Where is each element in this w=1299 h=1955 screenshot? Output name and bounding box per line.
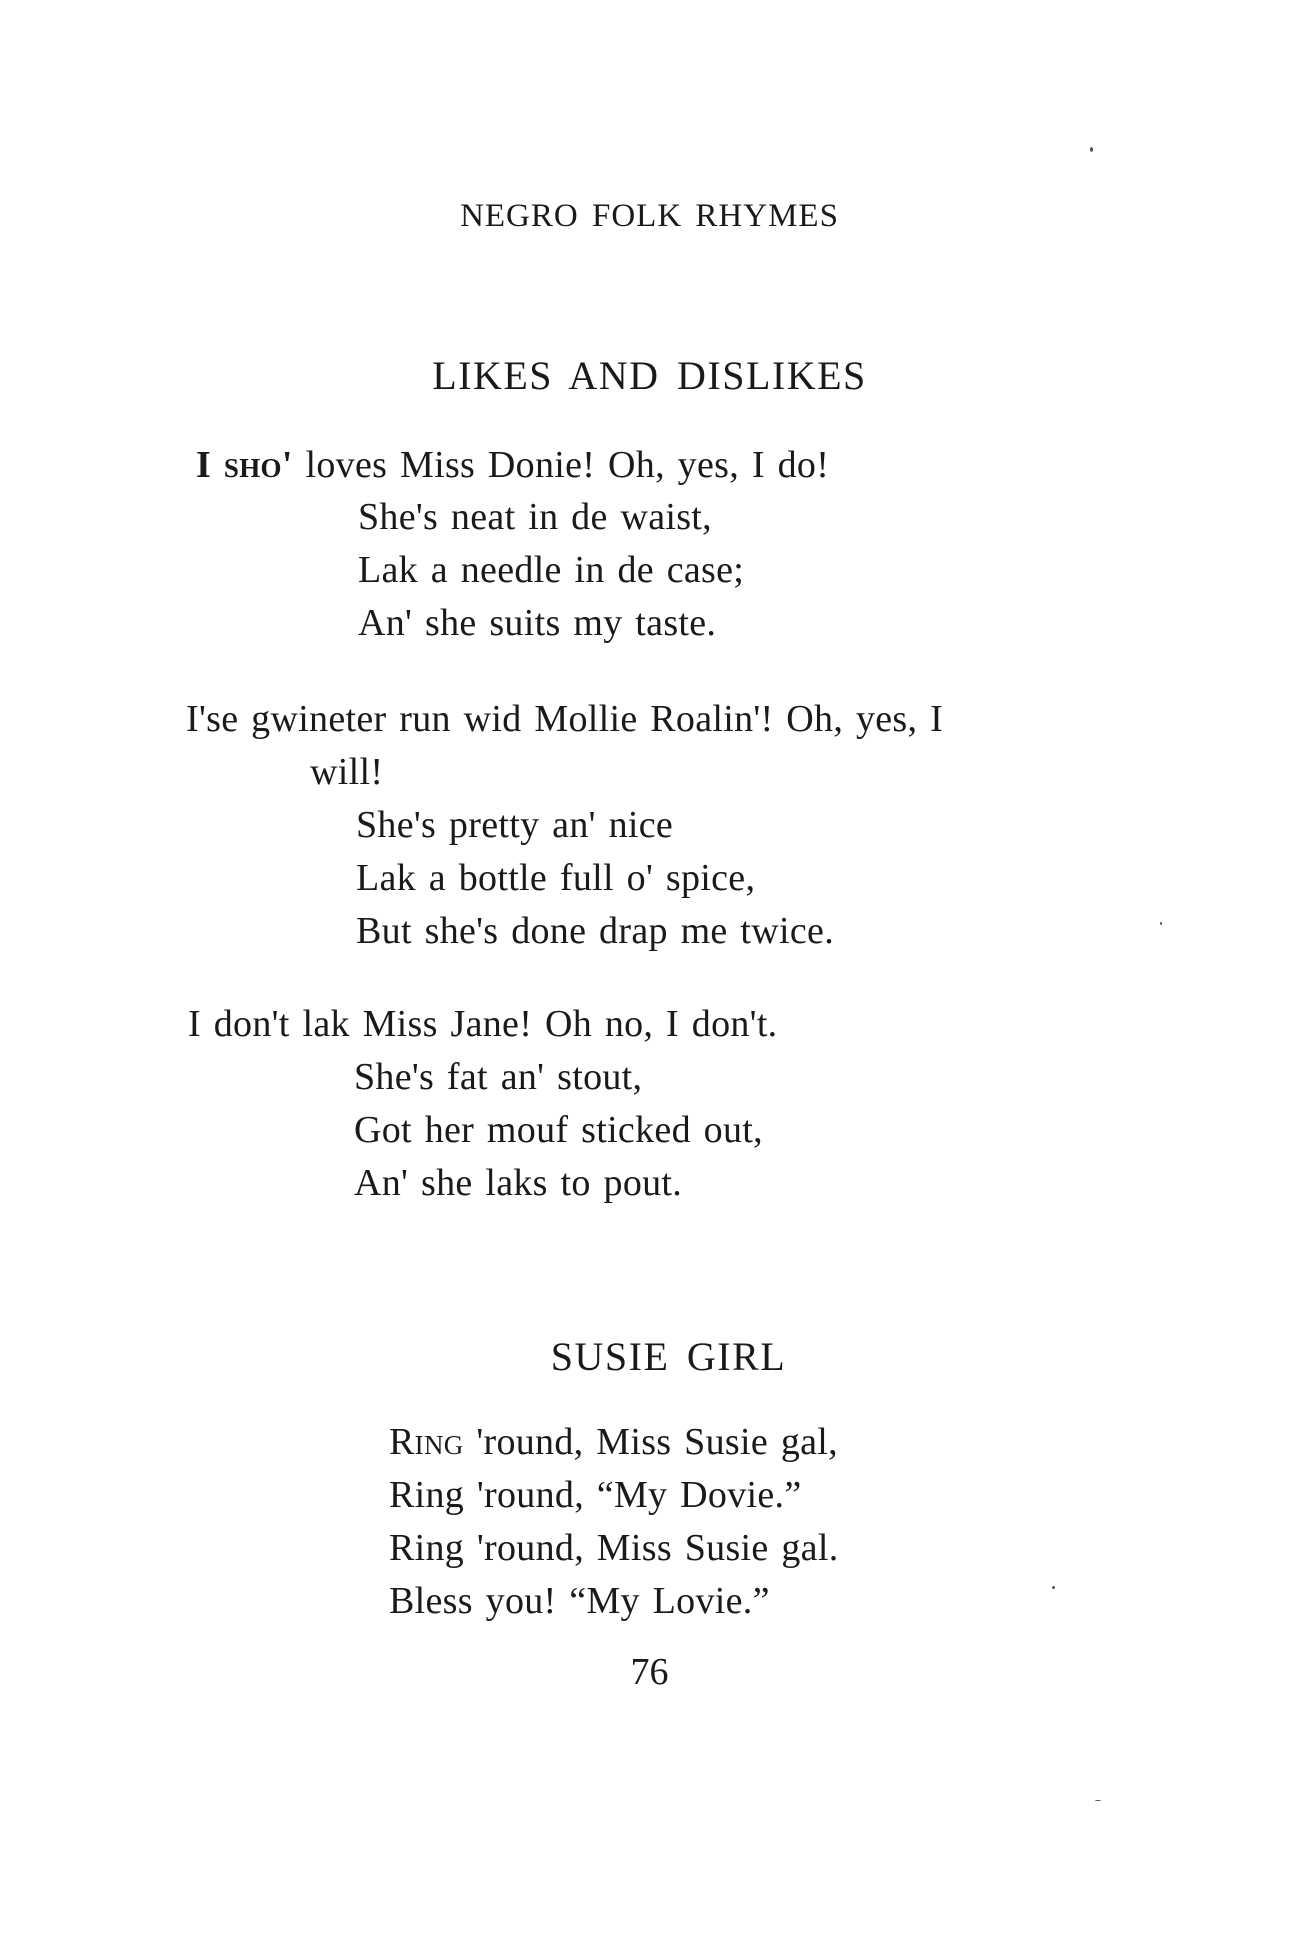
verse-line-continuation: will!	[310, 751, 384, 793]
verse-line: An' she suits my taste.	[358, 602, 717, 644]
stanza-3-first-line: I don't lak Miss Jane! Oh no, I don't.	[188, 1003, 778, 1045]
scan-speck	[1160, 922, 1162, 925]
stanza-1-first-line	[196, 446, 829, 484]
scan-speck	[1090, 147, 1093, 152]
page-number: 76	[630, 1651, 669, 1693]
first-line-rest: 'round, Miss Susie gal,	[463, 1421, 838, 1463]
verse-line: Got her mouf sticked out,	[354, 1109, 763, 1151]
verse-line: Ring 'round, Miss Susie gal.	[389, 1527, 839, 1569]
verse-line: Ring 'round, “My Dovie.”	[389, 1474, 802, 1516]
verse-line: Bless you! “My Lovie.”	[389, 1580, 770, 1622]
verse-line: She's neat in de waist,	[358, 496, 712, 538]
verse-line: Lak a needle in de case;	[358, 549, 745, 591]
verse-line: She's pretty an' nice	[356, 804, 674, 846]
drop-letter: R	[389, 1421, 415, 1463]
first-line-rest: loves Miss Donie! Oh, yes, I do!	[292, 444, 830, 486]
scan-speck	[1095, 1800, 1101, 1801]
poem-title-susie-girl: SUSIE GIRL	[550, 1334, 787, 1379]
verse-line: But she's done drap me twice.	[356, 910, 834, 952]
verse-line: An' she laks to pout.	[354, 1162, 683, 1204]
stanza-2-first-line: I'se gwineter run wid Mollie Roalin'! Oh, yes, I	[186, 698, 944, 740]
small-caps-word: sho'	[223, 444, 293, 486]
small-caps-word: ing	[414, 1421, 464, 1463]
verse-line: Lak a bottle full o' spice,	[356, 857, 756, 899]
running-head: NEGRO FOLK RHYMES	[460, 198, 839, 234]
drop-word: I	[196, 444, 212, 486]
stanza-first-line	[389, 1423, 838, 1461]
scan-speck	[1052, 1586, 1055, 1589]
poem-title-likes-and-dislikes: LIKES AND DISLIKES	[432, 353, 867, 398]
verse-line: She's fat an' stout,	[354, 1056, 643, 1098]
